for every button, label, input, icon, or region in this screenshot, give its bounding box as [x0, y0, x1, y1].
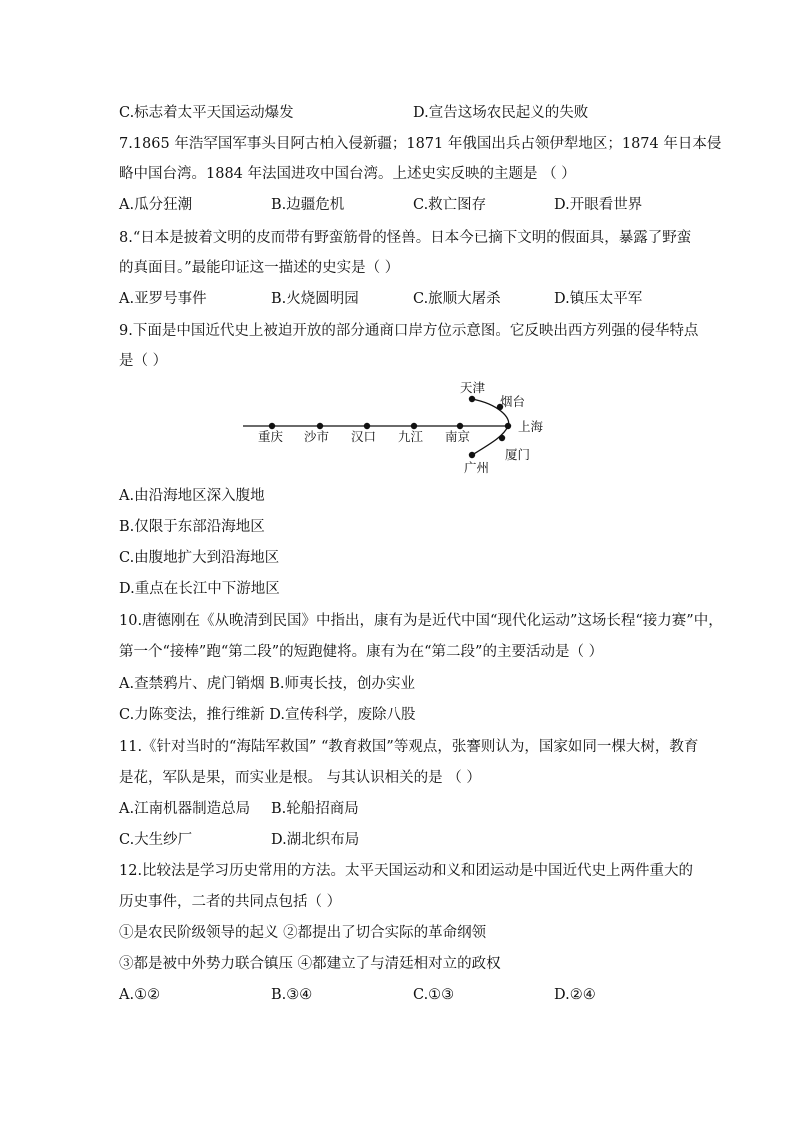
q10-options-cd: C.力陈变法，推行维新 D.宣传科学，废除八股	[119, 707, 416, 723]
shashi-label: 沙市	[304, 429, 330, 444]
q12-stem-line-2: 历史事件，二者的共同点包括（ ）	[119, 894, 342, 910]
q9-stem-line-2: 是（ ）	[119, 353, 168, 369]
q11-stem-line-2: 是花，军队是果，而实业是根。 与其认识相关的是 （ ）	[119, 770, 481, 786]
q12-statement-1-2: ①是农民阶级领导的起义 ②都提出了切合实际的革命纲领	[119, 925, 487, 941]
xiamen-label: 厦门	[505, 447, 531, 462]
shanghai-dot	[505, 423, 511, 429]
hankou-label: 汉口	[351, 429, 377, 444]
shanghai-label: 上海	[518, 419, 544, 434]
q10-stem-line-1: 10.唐德刚在《从晚清到民国》中指出，康有为是近代中国“现代化运动”这场长程“接力赛”中，	[119, 613, 723, 629]
q9-option-b: B.仅限于东部沿海地区	[119, 519, 265, 535]
q11-option-d: D.湖北织布局	[271, 832, 360, 848]
q8-stem-line-1: 8.“日本是披着文明的皮而带有野蛮筋骨的怪兽。日本今已摘下文明的假面具，暴露了野蛮	[119, 230, 692, 246]
q12-stem-line-1: 12.比较法是学习历史常用的方法。太平天国运动和义和团运动是中国近代史上两件重大的	[119, 863, 694, 879]
q6-option-c: C.标志着太平天国运动爆发	[119, 105, 294, 121]
q8-option-d: D.镇压太平军	[554, 291, 643, 307]
q8-stem-line-2: 的真面目。”最能印证这一描述的史实是（ ）	[119, 260, 400, 276]
guangzhou-label: 广州	[464, 460, 490, 475]
tianjin-label: 天津	[460, 380, 486, 395]
q8-option-a: A.亚罗号事件	[119, 291, 207, 307]
q9-option-d: D.重点在长江中下游地区	[119, 581, 280, 597]
q9-option-a: A.由沿海地区深入腹地	[119, 488, 265, 504]
q7-option-a: A.瓜分狂潮	[119, 197, 193, 213]
nanjing-label: 南京	[445, 429, 471, 444]
chongqing-label: 重庆	[258, 429, 284, 444]
q12-option-b: B.③④	[271, 987, 313, 1003]
treaty-ports-map	[240, 376, 560, 480]
q10-stem-line-2: 第一个“接棒”跑“第二段”的短跑健将。康有为在“第二段”的主要活动是（ ）	[119, 644, 604, 660]
q11-stem-line-1: 11.《针对当时的“海陆军救国” “教育救国”等观点，张謇则认为，国家如同一棵大树，教育	[119, 739, 699, 755]
q12-option-d: D.②④	[554, 987, 596, 1003]
q9-stem-line-1: 9.下面是中国近代史上被迫开放的部分通商口岸方位示意图。它反映出西方列强的侵华特点	[119, 323, 699, 339]
q6-option-d: D.宣告这场农民起义的失败	[413, 105, 589, 121]
q7-option-b: B.边疆危机	[271, 197, 345, 213]
q11-option-c: C.大生纱厂	[119, 832, 193, 848]
tianjin-dot	[469, 396, 475, 402]
q7-option-c: C.救亡图存	[413, 197, 487, 213]
q12-statement-3-4: ③都是被中外势力联合镇压 ④都建立了与清廷相对立的政权	[119, 956, 501, 972]
q9-option-c: C.由腹地扩大到沿海地区	[119, 550, 280, 566]
q7-stem-line-1: 7.1865 年浩罕国军事头目阿古柏入侵新疆；1871 年俄国出兵占领伊犁地区；1874 年日本侵	[119, 136, 722, 152]
guangzhou-dot	[469, 452, 475, 458]
q7-stem-line-2: 略中国台湾。1884 年法国进攻中国台湾。上述史实反映的主题是 （ ）	[119, 166, 576, 182]
q10-options-ab: A.查禁鸦片、虎门销烟 B.师夷长技，创办实业	[119, 676, 415, 692]
q11-option-b: B.轮船招商局	[271, 801, 359, 817]
yantai-label: 烟台	[500, 394, 526, 409]
q8-option-c: C.旅顺大屠杀	[413, 291, 501, 307]
q12-option-a: A.①②	[119, 987, 161, 1003]
q12-option-c: C.①③	[413, 987, 455, 1003]
jiujiang-label: 九江	[398, 429, 424, 444]
q7-option-d: D.开眼看世界	[554, 197, 643, 213]
xiamen-dot	[499, 435, 505, 441]
q11-option-a: A.江南机器制造总局	[119, 801, 251, 817]
q8-option-b: B.火烧圆明园	[271, 291, 359, 307]
